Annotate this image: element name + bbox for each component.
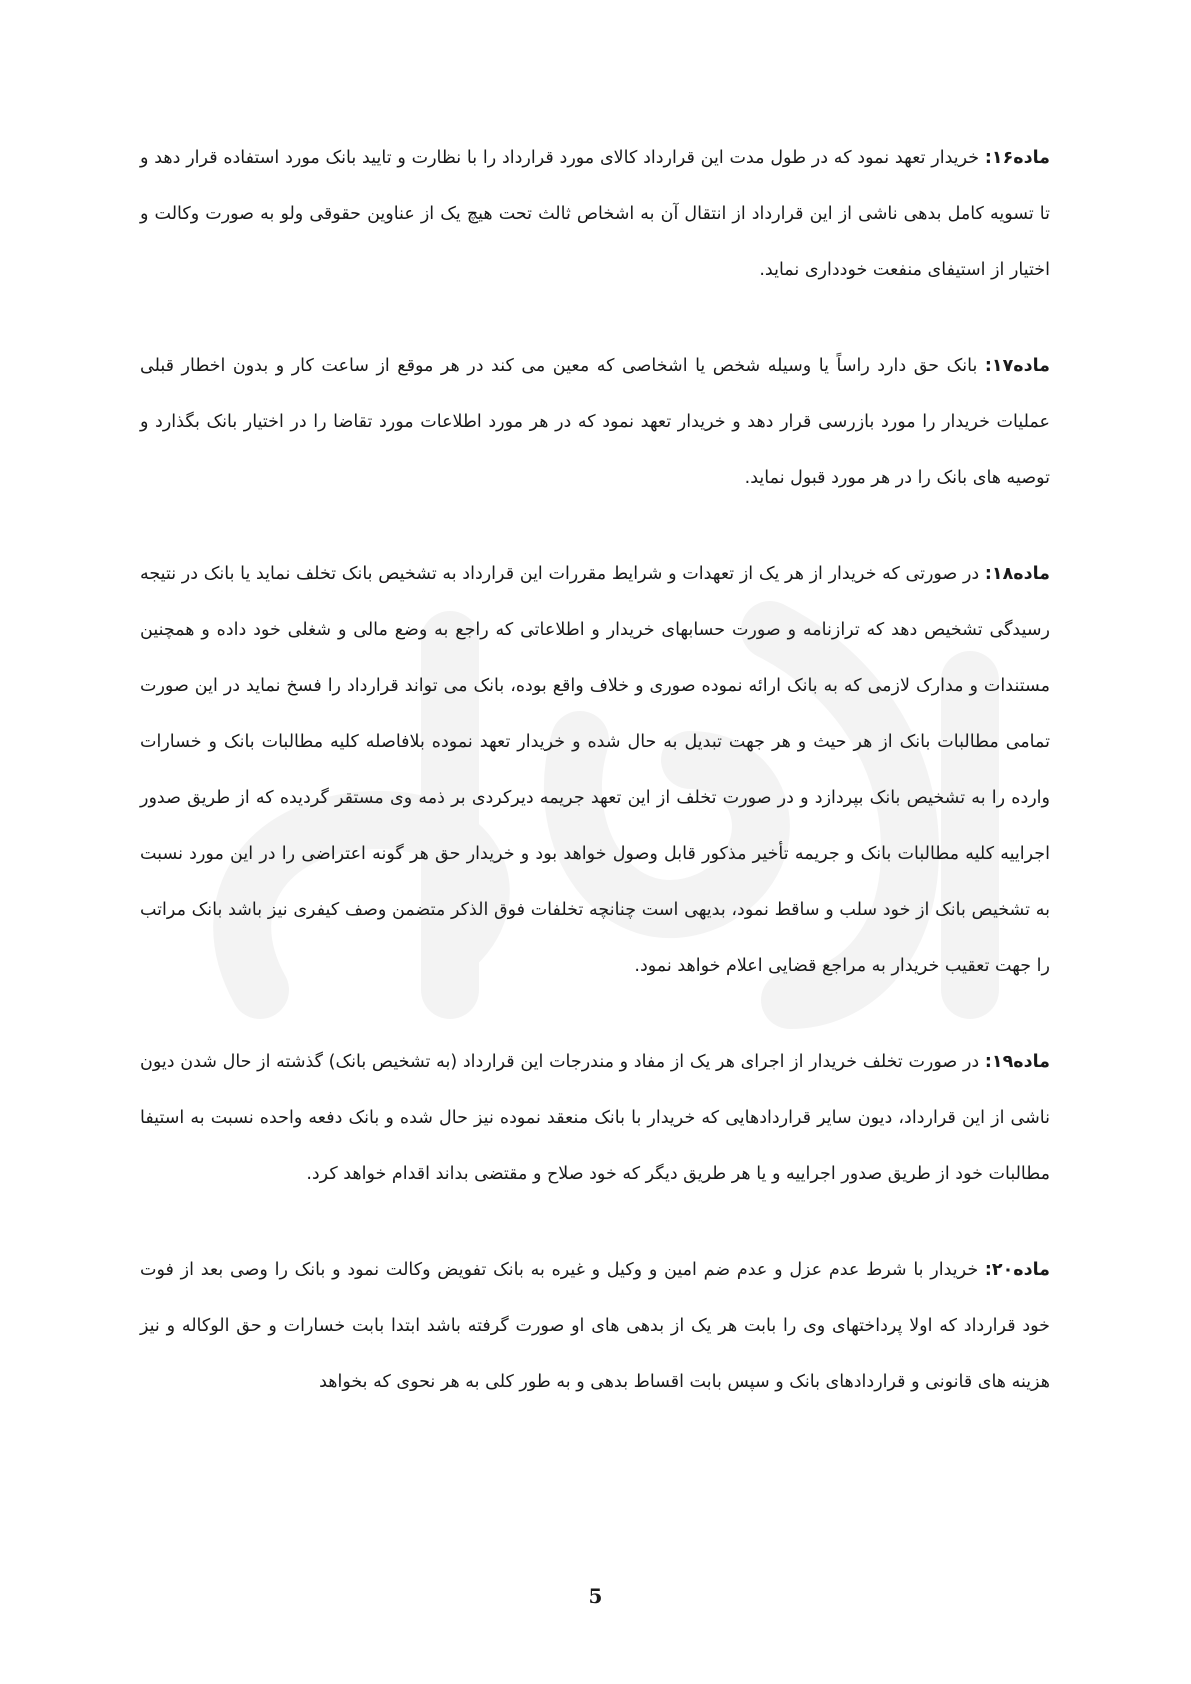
- article-paragraph: [140, 338, 1050, 506]
- article-label: ماده۱۸:: [984, 564, 1050, 584]
- article-20: [140, 1242, 1050, 1410]
- article-19: [140, 1034, 1050, 1202]
- article-18: [140, 546, 1050, 994]
- article-paragraph: [140, 1242, 1050, 1410]
- article-paragraph: [140, 130, 1050, 298]
- article-label: ماده۱۶:: [984, 148, 1050, 168]
- page-number: 5: [588, 1584, 603, 1608]
- document-body: [140, 130, 1050, 1450]
- article-text: در صورت تخلف خریدار از اجرای هر یک از مفاد و مندرجات این قرارداد (به تشخیص بانک) گذشته از حال شدن دیون ناشی از این قرارداد، دیون سایر قراردادهایی که خریدار با بانک منعقد نموده نیز حال شده و بانک دفعه واحده نسبت به استیفا مطالبات خود از طریق صدور اجراییه و یا هر طریق دیگر که خود صلاح و مقتضی بداند اقدام خواهد کرد.: [140, 1052, 1050, 1184]
- article-text: خریدار تعهد نمود که در طول مدت این قرارداد کالای مورد قرارداد را با نظارت و تایید بانک مورد استفاده قرار دهد و تا تسویه کامل بدهی ناشی از این قرارداد از انتقال آن به اشخاص ثالث تحت هیچ یک از عناوین حقوقی ولو به صورت وکالت و اختیار از استیفای منفعت خودداری نماید.: [140, 148, 1050, 280]
- article-16: [140, 130, 1050, 298]
- article-paragraph: [140, 1034, 1050, 1202]
- article-label: ماده۱۹:: [984, 1052, 1050, 1072]
- article-label: ماده۱۷:: [984, 356, 1050, 376]
- article-17: [140, 338, 1050, 506]
- article-label: ماده۲۰:: [984, 1260, 1050, 1280]
- article-text: خریدار با شرط عدم عزل و عدم ضم امین و وکیل و غیره به بانک تفویض وکالت نمود و بانک را وصی بعد از فوت خود قرارداد که اولا پرداختهای وی را بابت هر یک از بدهی های او صورت گرفته باشد ابتدا بابت خسارات و حق الوکاله و نیز هزینه های قانونی و قراردادهای بانک و سپس بابت اقساط بدهی و به طور کلی به هر نحوی که بخواهد: [140, 1260, 1050, 1392]
- article-text: در صورتی که خریدار از هر یک از تعهدات و شرایط مقررات این قرارداد به تشخیص بانک تخلف نماید یا بانک در نتیجه رسیدگی تشخیص دهد که ترازنامه و صورت حسابهای خریدار و اطلاعاتی که راجع به وضع مالی و شغلی خود داده و همچنین مستندات و مدارک لازمی که به بانک ارائه نموده صوری و خلاف واقع بوده، بانک می تواند قرارداد را فسخ نماید در این صورت تمامی مطالبات بانک از هر حیث و هر جهت تبدیل به حال شده و خریدار تعهد نموده بلافاصله کلیه مطالبات بانک و خسارات وارده را به تشخیص بانک بپردازد و در صورت تخلف از این تعهد جریمه دیرکردی بر ذمه وی مستقر گردیده که از طریق صدور اجراییه کلیه مطالبات بانک و جریمه تأخیر مذکور قابل وصول خواهد بود و خریدار حق هر گونه اعتراضی را در این مورد نسبت به تشخیص بانک از خود سلب و ساقط نمود، بدیهی است چنانچه تخلفات فوق الذکر متضمن وصف کیفری نیز باشد بانک مراتب را جهت تعقیب خریدار به مراجع قضایی اعلام خواهد نمود.: [140, 564, 1050, 976]
- article-text: بانک حق دارد راساً یا وسیله شخص یا اشخاصی که معین می کند در هر موقع از ساعت کار و بدون اخطار قبلی عملیات خریدار را مورد بازرسی قرار دهد و خریدار تعهد نمود که در هر مورد اطلاعات مورد تقاضا را در اختیار بانک بگذارد و توصیه های بانک را در هر مورد قبول نماید.: [140, 356, 1050, 488]
- article-paragraph: [140, 546, 1050, 994]
